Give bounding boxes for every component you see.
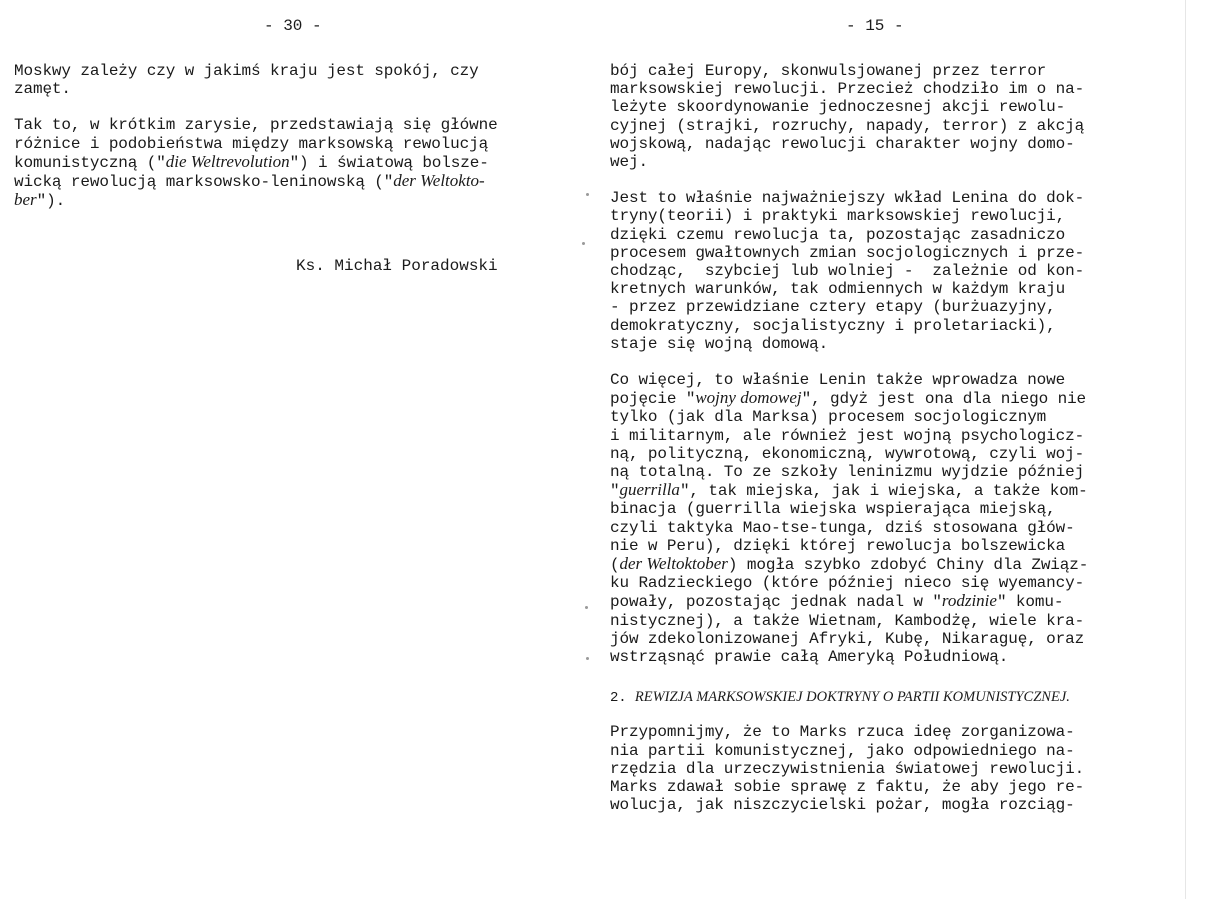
text-run: " komu- [996,593,1064,612]
author-signature: Ks. Michał Poradowski [296,257,498,275]
text-run: ną totalną. To ze szkoły leninizmu wyjdzie później [610,463,1085,482]
section-heading [610,688,1176,707]
text-run: chodząc, szybciej lub wolniej - zależnie od kon- [610,262,1085,281]
italic-text: die Weltrevolution [165,151,290,171]
text-run: ", tak miejska, jak i wiejska, a także kom- [679,482,1088,501]
text-run: binacja (guerrilla wiejska wspierająca miejską, [610,500,1056,519]
text-run: dzięki czemu rewolucja ta, pozostając zasadniczo [610,225,1066,244]
left-text-column [14,62,589,228]
italic-text: guerrilla [619,480,680,500]
scan-speck [582,242,585,245]
text-run: Moskwy zależy czy w jakimś kraju jest spokój, czy [14,62,479,80]
page-edge-line [1185,0,1186,899]
paragraph [14,116,589,210]
text-run: marksowskiej rewolucji. Przecież chodziło im o na- [610,80,1085,99]
right-page [600,0,1206,899]
italic-text: rodzinie [941,591,997,611]
text-run: rzędzia dla urzeczywistnienia światowej rewolucji. [610,759,1085,778]
right-paragraphs-before-heading [610,62,1176,666]
scan-speck [586,657,589,660]
text-run: wej. [610,153,648,172]
text-run: wolucja, jak niszczycielski pożar, mogła rozciąg- [610,796,1075,815]
text-run: ku Radzieckiego (które później nieco się wyemancy- [610,574,1085,593]
text-run: kretnych warunków, tak odmiennych w każdym kraju [610,280,1066,299]
text-run: bój całej Europy, skonwulsjowanej przez terror [610,62,1047,80]
text-run: ną, polityczną, ekonomiczną, wywrotową, czyli woj- [610,444,1085,463]
scan-speck [585,606,588,609]
text-run: nia partii komunistycznej, jako odpowiedniego na- [610,741,1075,760]
text-run: zamęt. [14,80,71,99]
italic-text: wojny domowej [695,388,802,408]
text-run: " [610,482,620,501]
text-run: tryny(teorii) i praktyki marksowskiej rewolucji, [610,207,1066,226]
text-run: czyli taktyka Mao-tse-tunga, dziś stosowana głów- [610,518,1075,537]
italic-text: der Weltoktober [619,554,728,574]
text-run: staje się wojną domową. [610,334,829,353]
text-run: komunistyczną (" [14,153,166,172]
text-run: wicką rewolucją marksowsko-leninowską (" [14,173,394,192]
paragraph [610,62,1176,171]
italic-text: ber [14,190,37,210]
text-run: Co więcej, to właśnie Lenin także wprowadza nowe [610,371,1066,390]
text-run: różnice i podobieństwa między marksowską rewolucją [14,134,489,153]
text-run: Marks zdawał sobie sprawę z faktu, że aby jego re- [610,777,1085,796]
text-run: cyjnej (strajki, rozruchy, napady, terror) z akcją [610,116,1085,135]
page-number-left: - 30 - [264,17,322,35]
page-number-right: - 15 - [846,17,904,35]
left-page [0,0,600,899]
text-run: procesem gwałtownych zmian socjologicznych i prze- [610,243,1085,262]
text-run: wstrząsnąć prawie całą Ameryką Południową. [610,648,1009,667]
text-run: jów zdekolonizowanej Afryki, Kubę, Nikaraguę, oraz [610,629,1085,648]
right-text-column [610,62,1176,832]
text-run: demokratyczny, socjalistyczny i proletariacki), [610,316,1056,335]
text-run: tylko (jak dla Marksa) procesem socjologicznym [610,408,1047,427]
text-run: pojęcie " [610,390,696,409]
text-run: "). [36,192,66,211]
text-run: - przez przewidziane cztery etapy (burżuazyjny, [610,298,1056,317]
paragraph [610,371,1176,666]
text-run: i militarnym, ale również jest wojną psychologicz- [610,426,1085,445]
text-run: Jest to właśnie najważniejszy wkład Lenina do dok- [610,189,1085,208]
paragraph [14,62,589,98]
text-run: 2. [610,690,635,707]
text-run: nistycznej), a także Wietnam, Kambodżę, wiele kra- [610,611,1085,630]
text-run: Przypomnijmy, że to Marks rzuca ideę zorganizowa- [610,723,1075,742]
text-run: ", gdyż jest ona dla niego nie [801,390,1087,409]
text-run: Tak to, w krótkim zarysie, przedstawiają się główne [14,116,498,135]
paragraph [610,189,1176,353]
text-run: wojskową, nadając rewolucji charakter wojny domo- [610,134,1075,153]
text-run: powały, pozostając jednak nadal w " [610,593,942,612]
right-paragraphs-after-heading [610,723,1176,814]
text-run: leżyte skoordynowanie jednoczesnej akcji rewolu- [610,98,1066,117]
italic-text: der Weltokto- [393,171,485,191]
text-run: nie w Peru), dzięki której rewolucja bolszewicka [610,536,1066,555]
text-run: ) mogła szybko zdobyć Chiny dla Związ- [727,556,1089,575]
scan-speck [586,193,589,196]
italic-text: REWIZJA MARKSOWSKIEJ DOKTRYNY O PARTII KOMUNISTYCZNEJ. [634,689,1070,706]
paragraph [610,723,1176,814]
text-run: ( [610,556,620,575]
text-run: ") i światową bolsze- [289,153,489,172]
